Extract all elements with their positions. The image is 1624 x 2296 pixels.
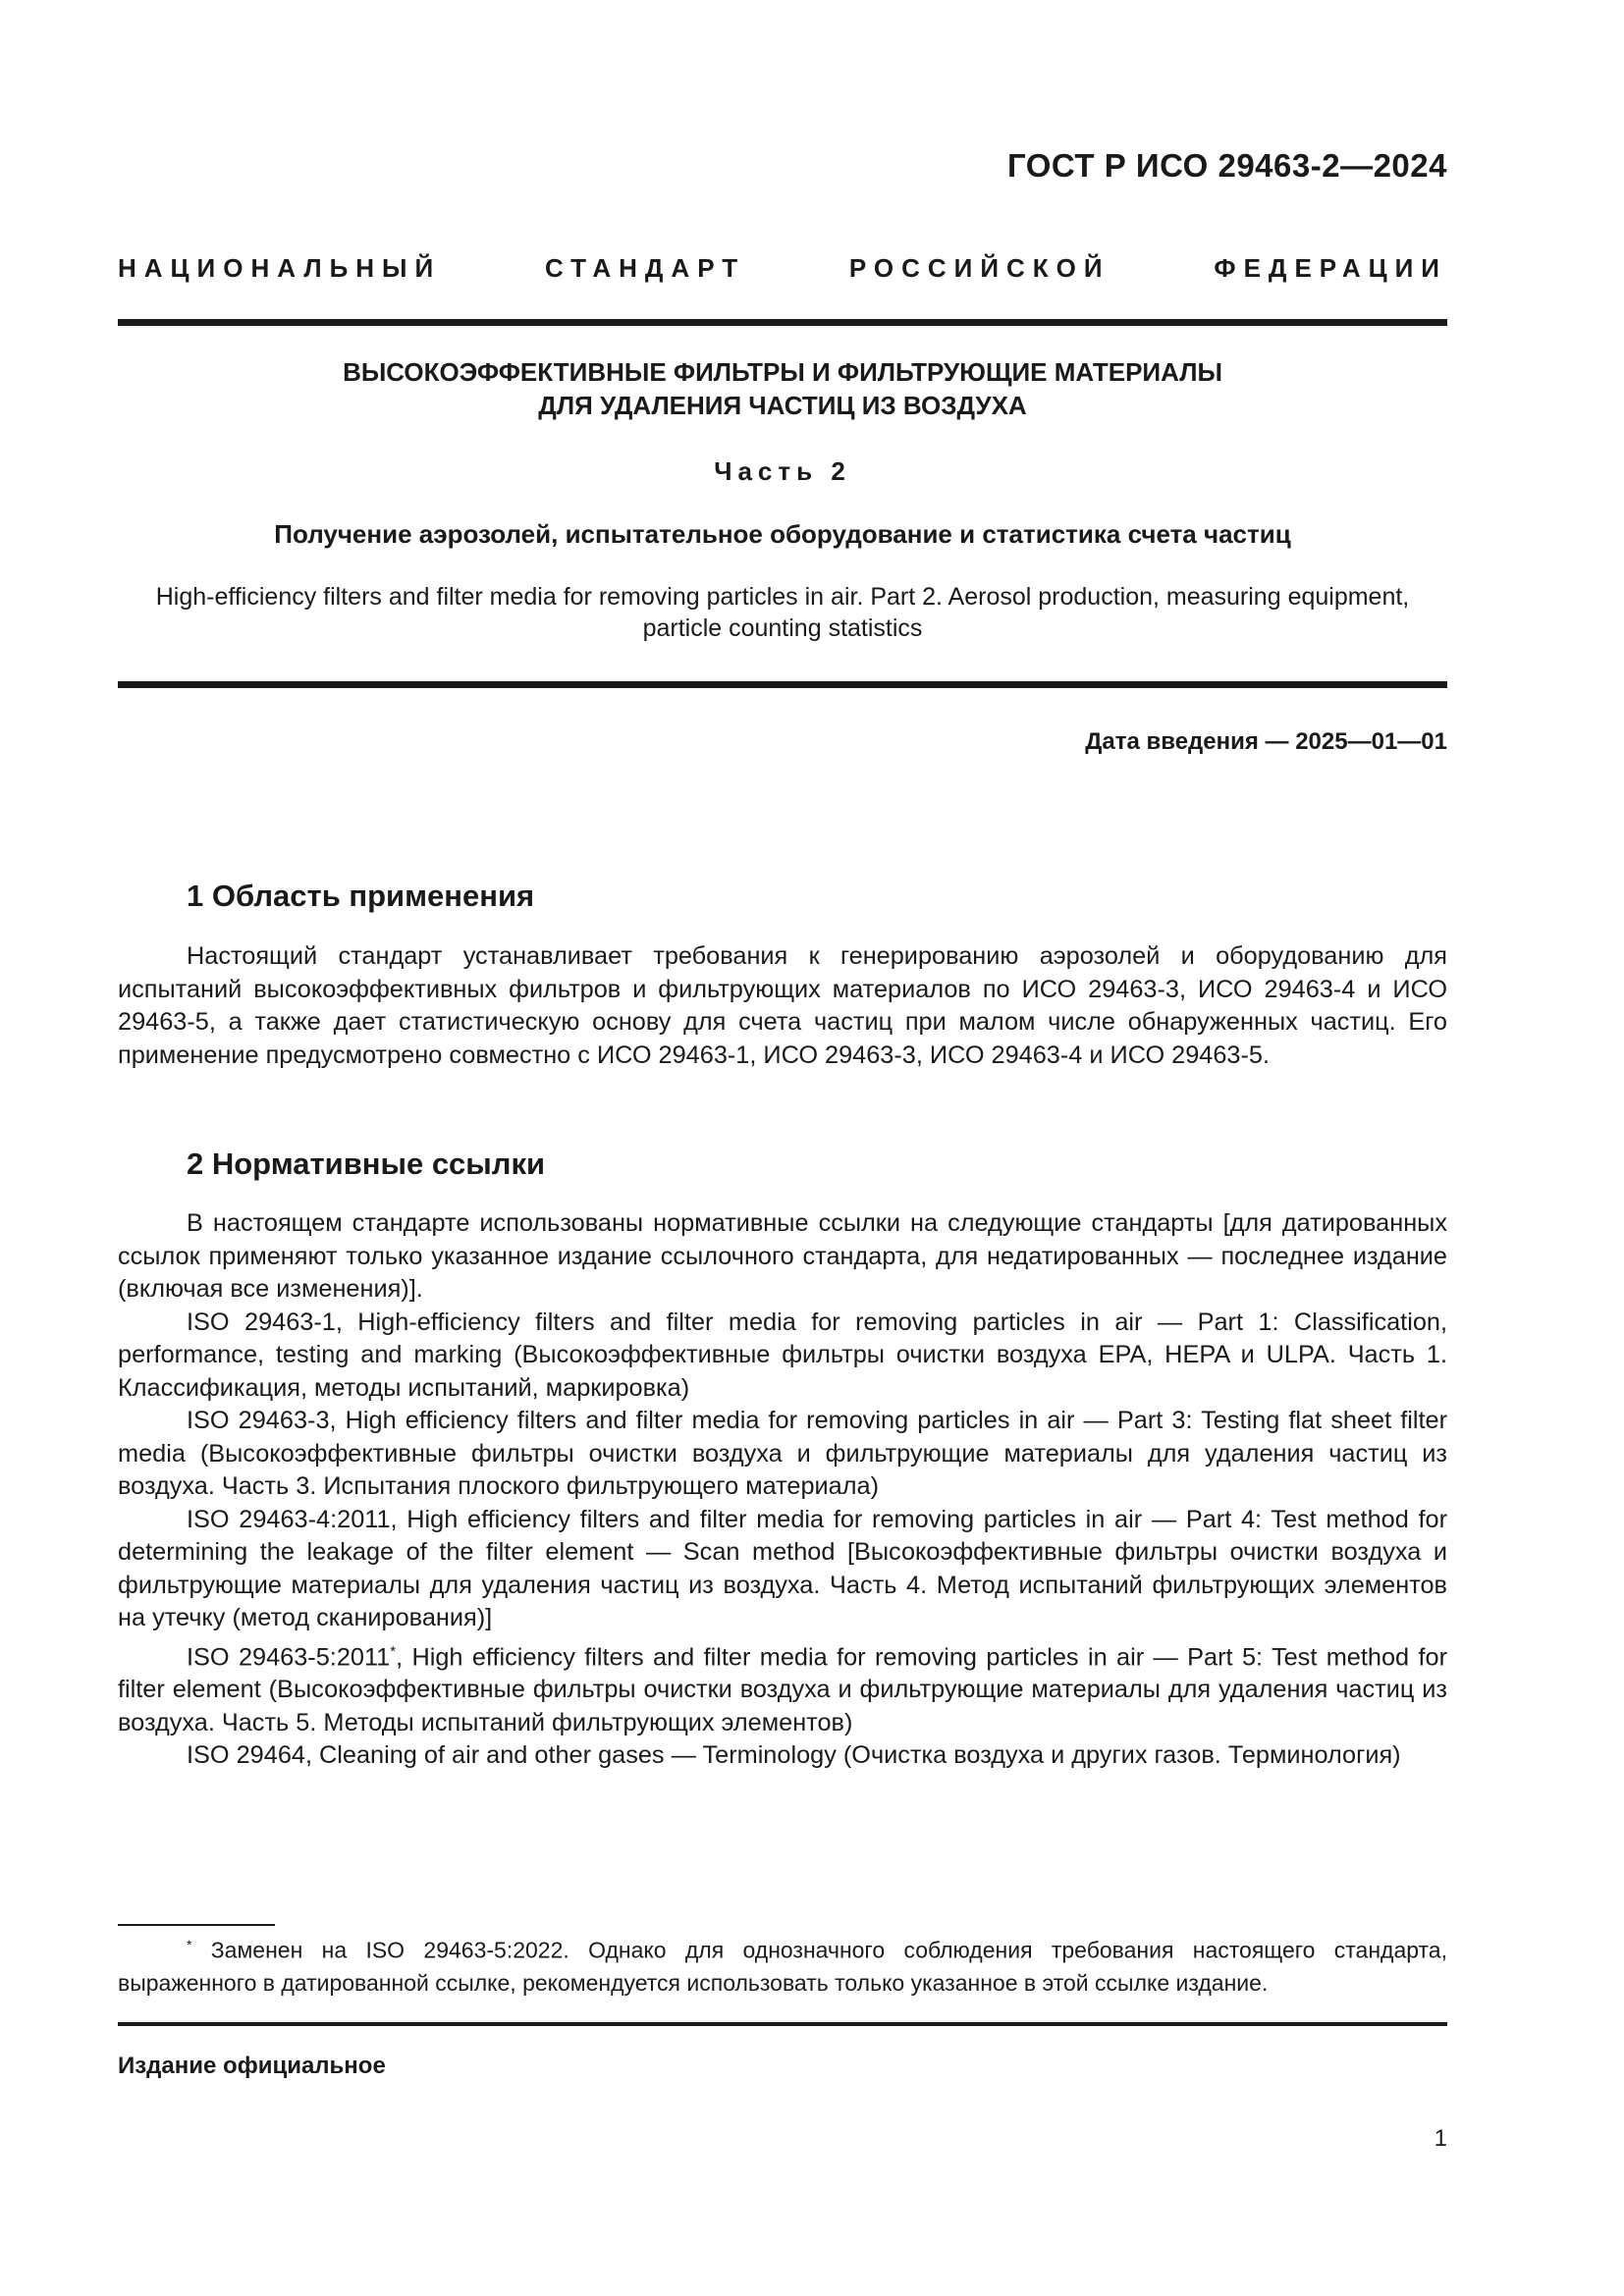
- english-title-line-1: High-efficiency filters and filter media for removing particles in air. Part 2. Aerosol production, measuring equipment,: [155, 583, 1410, 611]
- title-line-2: ДЛЯ УДАЛЕНИЯ ЧАСТИЦ ИЗ ВОЗДУХА: [538, 391, 1027, 420]
- section-1-body: [118, 940, 1447, 1072]
- document-subtitle: Получение аэрозолей, испытательное оборудование и статистика счета частиц: [274, 519, 1291, 549]
- section-2-heading: 2 Нормативные ссылки: [187, 1147, 546, 1181]
- english-title-line-2: particle counting statistics: [642, 614, 923, 642]
- reference-iso-29463-4: ISO 29463-4:2011, High efficiency filters and filter media for removing particles in air — Part 4: Test method for determining the leakage of the filter element — Scan method [Высокоэффективные фильтры очистки воздуха и фильтрующие материалы для удаления частиц из воздуха. Часть 4. Метод испытаний фильтрующих элементов на утечку (метод сканирования)]: [118, 1505, 1447, 1631]
- document-title: [118, 355, 1447, 422]
- footnote: [118, 1929, 1447, 2000]
- footnote-mark: *: [187, 1937, 192, 1952]
- reference-iso-29463-1: ISO 29463-1, High-efficiency filters and filter media for removing particles in air — Part 1: Classification, performance, testing and marking (Высокоэффективные фильтры очистки воздуха EPA, HEPA и ULPA. Часть 1. Классификация, методы испытаний, маркировка): [118, 1308, 1447, 1402]
- reference-iso-29463-5-text: , High efficiency filters and filter media for removing particles in air — Part 5: Test method for filter element (Высокоэффективные фильтры очистки воздуха и фильтрующие материалы для удаления частиц из воздуха. Часть 5. Методы испытаний фильтрующих элементов): [118, 1642, 1447, 1736]
- introduction-date: Дата введения — 2025—01—01: [1085, 728, 1447, 755]
- english-title: [118, 581, 1447, 644]
- reference-iso-29463-3: ISO 29463-3, High efficiency filters and filter media for removing particles in air — Part 3: Testing flat sheet filter media (Высокоэффективные фильтры очистки воздуха и фильтрующие материалы для удаления частиц из воздуха. Часть 3. Испытания плоского фильтрующего материала): [118, 1407, 1447, 1500]
- page-number: 1: [1434, 2125, 1447, 2152]
- section-2-body: [118, 1207, 1447, 1773]
- section-1-heading: 1 Область применения: [187, 879, 535, 913]
- footnote-text: Заменен на ISO 29463-5:2022. Однако для однозначного соблюдения требования настоящего стандарта, выраженного в датированной ссылке, рекомендуется использовать только указанное в этой ссылке издание.: [118, 1937, 1447, 1996]
- footer-rule: [118, 2022, 1447, 2026]
- official-edition-label: Издание официальное: [118, 2053, 386, 2079]
- national-standard-title: НАЦИОНАЛЬНЫЙ СТАНДАРТ РОССИЙСКОЙ ФЕДЕРАЦИИ: [118, 253, 1447, 283]
- section-1-paragraph: Настоящий стандарт устанавливает требования к генерированию аэрозолей и оборудованию для испытаний высокоэффективных фильтров и фильтрующих материалов по ИСО 29463-3, ИСО 29463-4 и ИСО 29463-5, а также дает статистическую основу для счета частиц при малом числе обнаруженных частиц. Его применение предусмотрено совместно с ИСО 29463-1, ИСО 29463-3, ИСО 29463-4 и ИСО 29463-5.: [118, 942, 1447, 1069]
- reference-iso-29464: ISO 29464, Cleaning of air and other gases — Terminology (Очистка воздуха и других газов. Терминология): [187, 1741, 1401, 1770]
- reference-iso-29463-5-code: ISO 29463-5:2011: [187, 1642, 391, 1671]
- document-number: ГОСТ Р ИСО 29463-2—2024: [1006, 147, 1447, 184]
- part-label: Часть 2: [714, 456, 851, 486]
- section-2-intro: В настоящем стандарте использованы нормативные ссылки на следующие стандарты [для датированных ссылок применяют только указанное издание ссылочного стандарта, для недатированных — последнее издание (включая все изменения)].: [118, 1209, 1447, 1303]
- reference-iso-29463-5: [118, 1635, 1447, 1740]
- title-rule-top: [118, 319, 1447, 326]
- footnote-marker: *: [390, 1642, 397, 1660]
- title-rule-bottom: [118, 681, 1447, 688]
- title-line-1: ВЫСОКОЭФФЕКТИВНЫЕ ФИЛЬТРЫ И ФИЛЬТРУЮЩИЕ МАТЕРИАЛЫ: [343, 357, 1222, 387]
- footnote-separator: [118, 1924, 275, 1926]
